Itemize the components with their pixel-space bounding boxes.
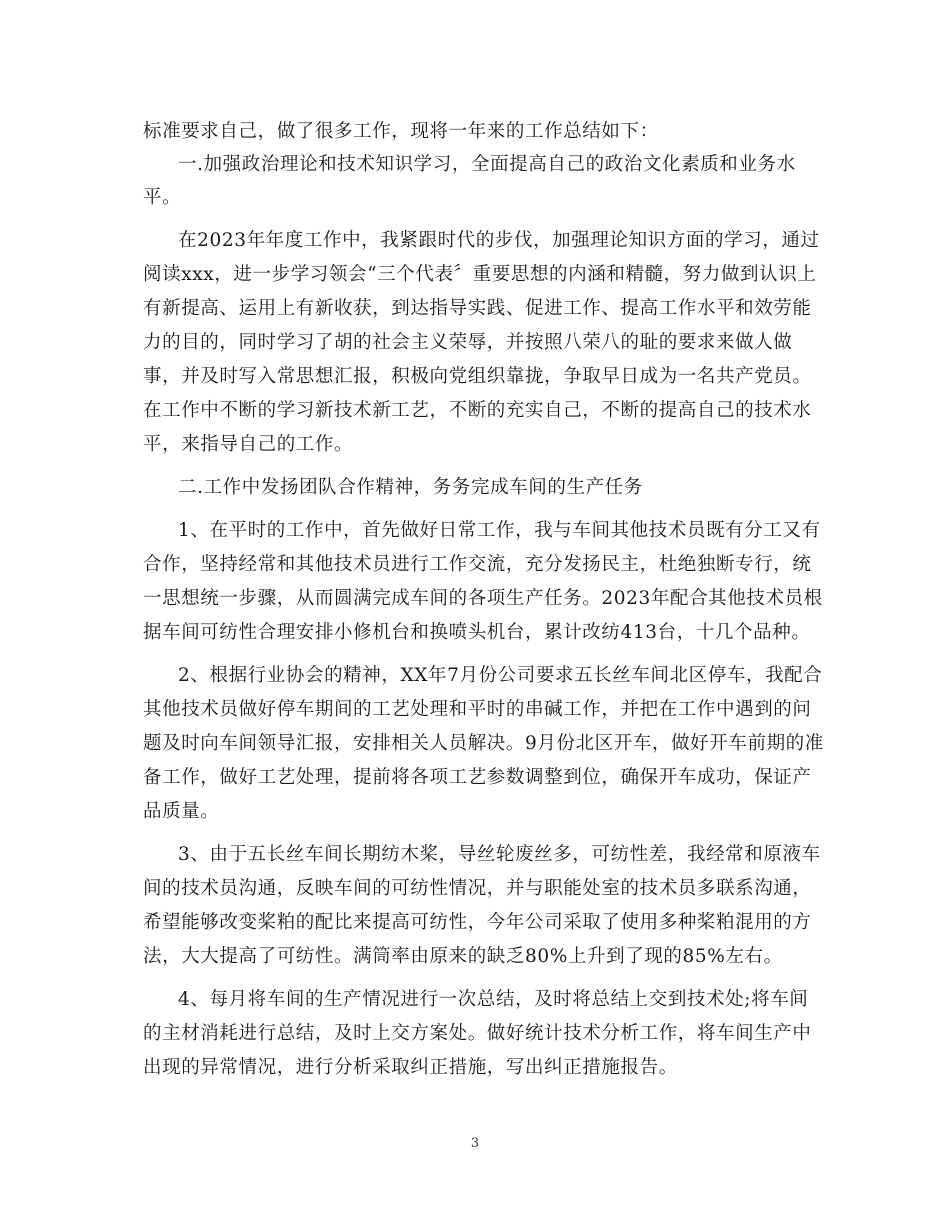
body-text-line: 平，来指导自己的工作。 bbox=[143, 434, 354, 455]
body-text-line: 4、每月将车间的生产情况进行一次总结，及时将总结上交到技术处;将车间 bbox=[178, 989, 809, 1010]
body-text-line: 阅读xxx，进一步学习领会“三个代表〞重要思想的内涵和精髓，努力做到认识上 bbox=[143, 264, 817, 285]
body-text-line: 希望能够改变桨粕的配比来提高可纺性，今年公司采取了使用多种桨粕混用的方 bbox=[143, 912, 812, 933]
body-text-line: 据车间可纺性合理安排小修机台和换喷头机台，累计改纺413台，十几个品种。 bbox=[143, 622, 811, 643]
body-text-line: 力的目的，同时学习了胡的社会主义荣辱，并按照八荣八的耻的要求来做人做 bbox=[143, 332, 793, 353]
body-text-line: 标准要求自己，做了很多工作，现将一年来的工作总结如下： bbox=[143, 121, 659, 142]
section-heading-1: 一.加强政治理论和技术知识学习，全面提高自己的政治文化素质和业务水 bbox=[178, 154, 796, 175]
body-text-line: 在2023年年度工作中，我紧跟时代的步伐，加强理论知识方面的学习，通过 bbox=[178, 230, 820, 251]
body-text-line: 的主材消耗进行总结，及时上交方案处。做好统计技术分析工作，将车间生产中 bbox=[143, 1023, 812, 1044]
body-text-line: 其他技术员做好停车期间的工艺处理和平时的串碱工作，并把在工作中遇到的问 bbox=[143, 699, 812, 720]
body-text-line: 1、在平时的工作中，首先做好日常工作，我与车间其他技术员既有分工又有 bbox=[178, 520, 821, 541]
body-text-line: 有新提高、运用上有新收获，到达指导实践、促进工作、提高工作水平和效劳能 bbox=[143, 298, 812, 319]
body-text-line: 2、根据行业协会的精神，XX年7月份公司要求五长丝车间北区停车，我配合 bbox=[178, 665, 823, 686]
page-number: 3 bbox=[470, 1136, 480, 1151]
body-text-line: 间的技术员沟通，反映车间的可纺性情况，并与职能处室的技术员多联系沟通， bbox=[143, 878, 812, 899]
body-text-line: 3、由于五长丝车间长期纺木桨，导丝轮废丝多，可纺性差，我经常和原液车 bbox=[178, 844, 821, 865]
body-text-line: 一思想统一步骤，从而圆满完成车间的各项生产任务。2023年配合其他技术员根 bbox=[143, 588, 823, 609]
body-text-line: 法，大大提高了可纺性。满筒率由原来的缺乏80%上升到了现的85%左右。 bbox=[143, 946, 783, 967]
body-text-line: 备工作，做好工艺处理，提前将各项工艺参数调整到位，确保开车成功，保证产 bbox=[143, 767, 812, 788]
body-text-line: 出现的异常情况，进行分析采取纠正措施，写出纠正措施报告。 bbox=[143, 1057, 678, 1078]
body-text-line: 事，并及时写入常思想汇报，积极向党组织靠拢，争取早日成为一名共产党员。 bbox=[143, 366, 812, 387]
body-text-line: 品质量。 bbox=[143, 801, 220, 822]
body-text-line: 在工作中不断的学习新技术新工艺，不断的充实自己，不断的提高自己的技术水 bbox=[143, 400, 812, 421]
body-text-line: 题及时向车间领导汇报，安排相关人员解决。9月份北区开车，做好开车前期的准 bbox=[143, 733, 824, 754]
body-text-line: 合作，坚持经常和其他技术员进行工作交流，充分发扬民主，杜绝独断专行，统 bbox=[143, 554, 812, 575]
section-heading-2: 二.工作中发扬团队合作精神，务务完成车间的生产任务 bbox=[178, 477, 643, 498]
section-heading-1-continued: 平。 bbox=[143, 187, 182, 208]
